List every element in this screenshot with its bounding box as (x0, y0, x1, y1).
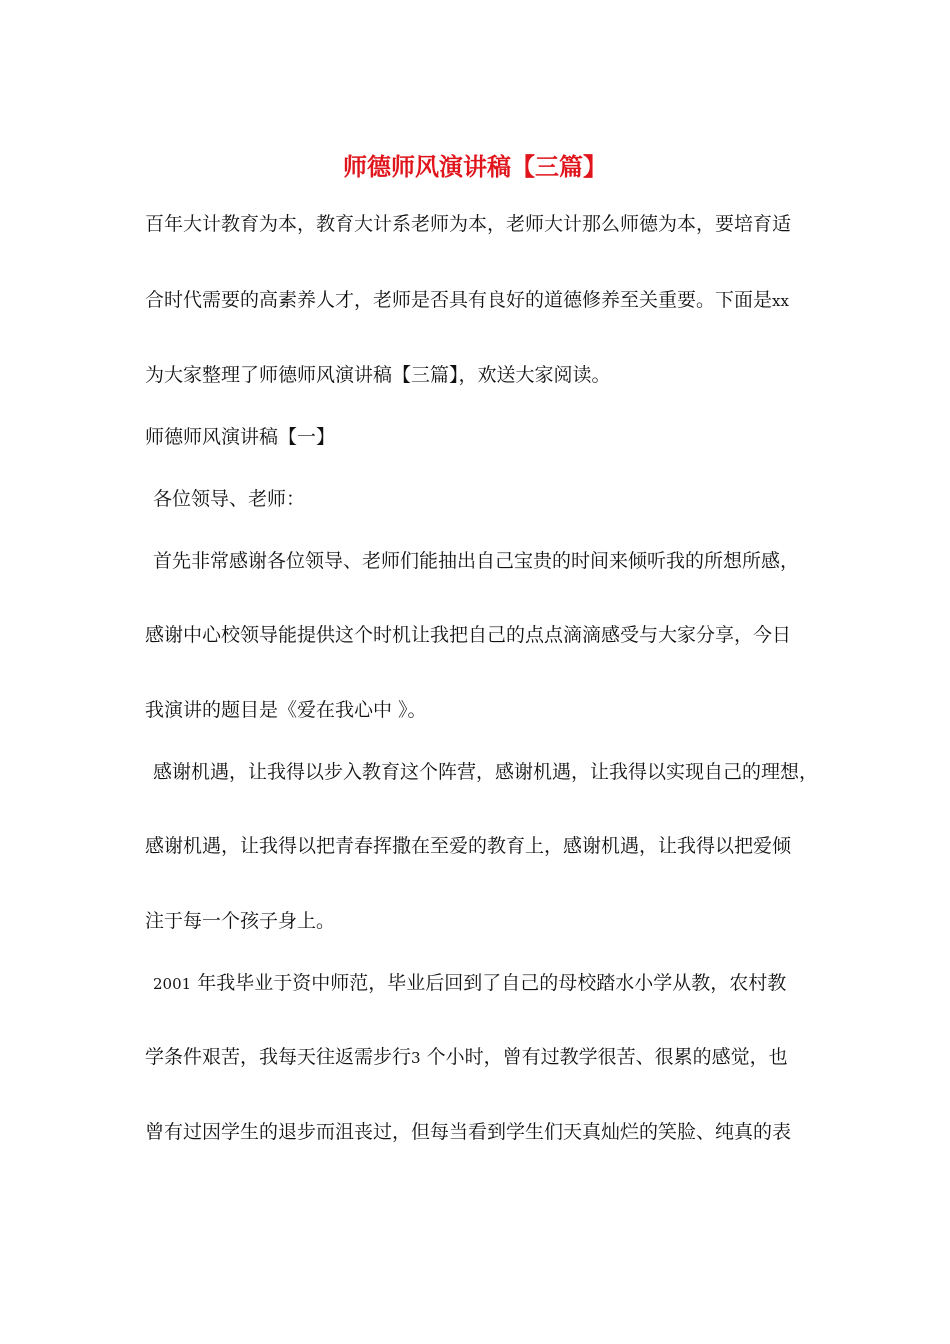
section-heading (145, 423, 335, 451)
paragraph-line (153, 758, 818, 786)
year-text: 2001 (153, 975, 192, 993)
paragraph-line (145, 286, 789, 315)
text-segment: 我演讲的题目是《爱在我心中 》。 (145, 699, 427, 721)
paragraph-line (145, 696, 427, 724)
document-title: 师德师风演讲稿【三篇】 (343, 153, 607, 181)
paragraph-line (145, 361, 611, 389)
text-segment: 感谢机遇，让我得以把青春挥撒在至爱的教育上，感谢机遇，让我得以把爱倾 (145, 835, 792, 857)
paragraph-line (145, 907, 335, 935)
paragraph-line (145, 1118, 791, 1146)
paragraph-line (153, 969, 786, 998)
paragraph-line (145, 1043, 788, 1072)
paragraph-line (145, 832, 791, 860)
paragraph-line (153, 547, 799, 575)
text-segment: 首先非常感谢各位领导、老师们能抽出自己宝贵的时间来倾听我的所想所感， (153, 550, 800, 572)
salutation-line (153, 485, 305, 513)
text-segment: 年我毕业于资中师范，毕业后回到了自己的母校踏水小学从教，农村教 (191, 972, 787, 994)
text-segment: 合时代需要的高素养人才，老师是否具有良好的道德修养至关重要。下面是 (145, 289, 773, 311)
text-segment: 各位领导、老师： (153, 488, 306, 510)
text-segment: 曾有过因学生的退步而沮丧过，但每当看到学生们天真灿烂的笑脸、纯真的表 (145, 1121, 792, 1143)
text-segment: 学条件艰苦，我每天往返需步行 (145, 1046, 412, 1068)
text-segment: 感谢机遇，让我得以步入教育这个阵营，感谢机遇，让我得以实现自己的理想， (153, 761, 819, 783)
paragraph-line (145, 621, 791, 649)
number-text: 3 (411, 1049, 421, 1067)
text-segment: 个小时，曾有过教学很苦、很累的感觉，也 (420, 1046, 788, 1068)
text-segment: 感谢中心校领导能提供这个时机让我把自己的点点滴滴感受与大家分享，今日 (145, 624, 792, 646)
text-segment: 百年大计教育为本，教育大计系老师为本，老师大计那么师德为本，要培育适 (145, 213, 792, 235)
placeholder-text: xx (772, 292, 789, 310)
text-segment: 师德师风演讲稿【一】 (145, 426, 336, 448)
paragraph-line (145, 210, 791, 238)
text-segment: 为大家整理了师德师风演讲稿【三篇】，欢送大家阅读。 (145, 364, 611, 386)
text-segment: 注于每一个孩子身上。 (145, 910, 336, 932)
